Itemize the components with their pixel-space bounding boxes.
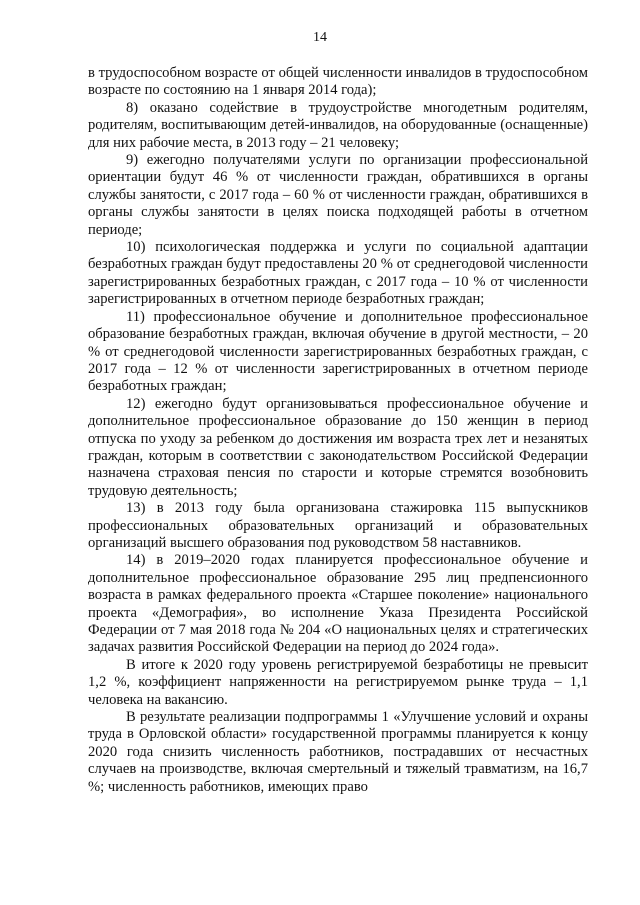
paragraph-summary-2020: В итоге к 2020 году уровень регистрируемой безработицы не превысит 1,2 %, коэффициент напряженности на регистрируемом рынке труда – 1,1 человека на вакансию. — [88, 656, 588, 708]
paragraph-item-13: 13) в 2013 году была организована стажировка 115 выпускников профессиональных образовательных организаций и образовательных организаций высшего образования под руководством 58 наставников. — [88, 500, 588, 551]
paragraph-item-11: 11) профессиональное обучение и дополнительное профессиональное образование безработных граждан, включая обучение в другой местности, – 20 % от среднегодовой численности зарегистрированных безработных граждан, с 2017 года – 12 % от численности зарегистрированных в отчетном периоде безработных граждан; — [88, 308, 588, 395]
page-number: 14 — [313, 30, 327, 45]
paragraph-item-14: 14) в 2019–2020 годах планируется профессиональное обучение и дополнительное профессиональное образование 295 лиц предпенсионного возраста в рамках федерального проекта «Старшее поколение» национального проекта «Демография», во исполнение Указа Президента Российской Федерации от 7 мая 2018 года № 204 «О национальных целях и стратегических задачах развития Российской Федерации на период до 2024 года». — [88, 552, 588, 656]
paragraph-continuation: в трудоспособном возрасте от общей численности инвалидов в трудоспособном возрасте по состоянию на 1 января 2014 года); — [88, 65, 588, 99]
paragraph-item-10: 10) психологическая поддержка и услуги по социальной адаптации безработных граждан будут предоставлены 20 % от среднегодовой численности зарегистрированных безработных граждан, с 2017 года – 10 % от численности зарегистрированных в отчетном периоде безработных граждан; — [88, 239, 588, 308]
paragraph-item-12: 12) ежегодно будут организовываться профессиональное обучение и дополнительное профессиональное образование до 150 женщин в период отпуска по уходу за ребенком до достижения им возраста трех лет и незанятых граждан, которым в соответствии с законодательством Российской Федерации назначена страховая пенсия по старости и которые стремятся возобновить трудовую деятельность; — [88, 395, 588, 499]
document-body — [88, 65, 588, 796]
paragraph-item-9: 9) ежегодно получателями услуги по организации профессиональной ориентации будут 46 % от численности граждан, обратившихся в органы службы занятости, с 2017 года – 60 % от численности граждан, обратившихся в органы службы занятости в целях поиска подходящей работы в отчетном периоде; — [88, 152, 588, 238]
paragraph-subprogram-1: В результате реализации подпрограммы 1 «Улучшение условий и охраны труда в Орловской области» государственной программы планируется к концу 2020 года снизить численность работников, пострадавших от несчастных случаев на производстве, включая смертельный и тяжелый травматизм, на 16,7 %; численность работников, имеющих право — [88, 709, 588, 795]
paragraph-item-8: 8) оказано содействие в трудоустройстве многодетным родителям, родителям, воспитывающим детей-инвалидов, на оборудованные (оснащенные) для них рабочие места, в 2013 году – 21 человеку; — [88, 99, 588, 151]
